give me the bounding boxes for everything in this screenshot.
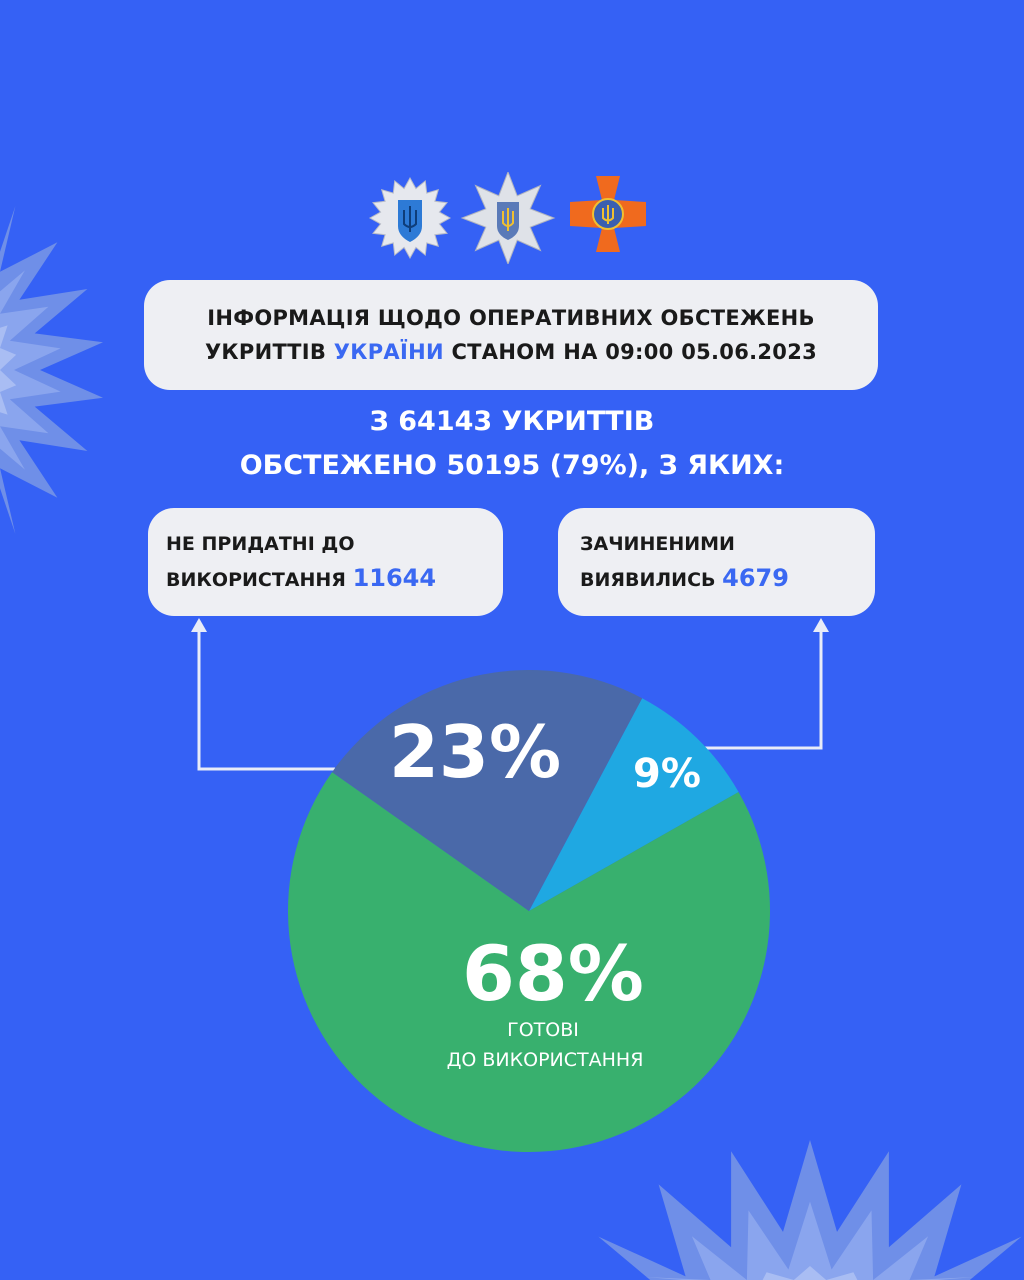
arrow-up-icon [191,618,207,632]
closed-label: ЗАЧИНЕНИМИ [580,533,735,555]
slice-caption-1: ГОТОВІ [507,1019,579,1041]
slice-label-9: 9% [633,751,701,797]
unfit-value: 11644 [352,564,437,592]
summary-total: З 64143 УКРИТТІВ [369,406,655,437]
title-highlight: УКРАЇНИ [333,340,444,364]
slice-label-23: 23% [388,710,562,794]
closed-label-2: ВИЯВИЛИСЬ [580,569,716,591]
unfit-label: НЕ ПРИДАТНІ ДО [166,533,355,555]
unfit-label-2: ВИКОРИСТАННЯ [166,569,346,591]
closed-value: 4679 [722,564,789,592]
title-text: УКРИТТІВ [204,340,327,364]
summary-inspected: ОБСТЕЖЕНО 50195 (79%), З ЯКИХ: [239,450,785,481]
title-date: СТАНОМ НА 09:00 05.06.2023 [451,340,818,364]
title-line-1: ІНФОРМАЦІЯ ЩОДО ОПЕРАТИВНИХ ОБСТЕЖЕНЬ [207,306,815,330]
slice-label-68: 68% [462,929,644,1018]
connector-closed [705,622,821,748]
arrow-up-icon [813,618,829,632]
connector-unfit [199,622,335,769]
slice-caption-2: ДО ВИКОРИСТАННЯ [446,1049,644,1071]
